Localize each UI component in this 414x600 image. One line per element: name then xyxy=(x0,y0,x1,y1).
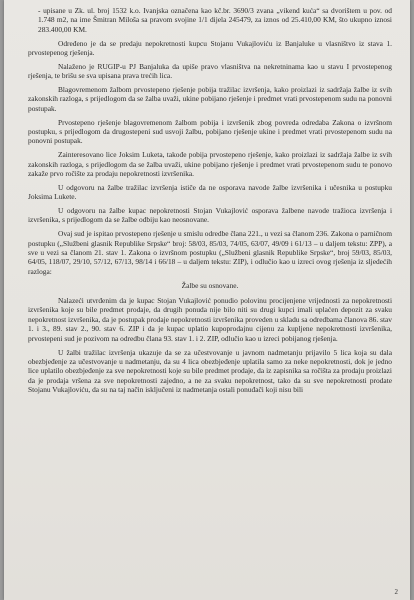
paragraph: Nalaženo je RUGIP-u PJ Banjaluka da upiše pravo vlasništva na nekretninama kao u stavu I prvostepenog rješenja, te brišu se sva upisana prava trećih lica. xyxy=(28,61,392,81)
paragraph: Ovaj sud je ispitao prvostepeno rješenje u smislu odredbe člana 221., u vezi sa članom 236. Zakona o parničnom postupku („Službeni glasnik Republike Srpske“ broj: 58/03, 85/03, 74/05, 63/07, 49/09 i 61/13 – u daljem tekstu: ZPP), a sve u vezi sa članom 21. stav 1. Zakona o izvršnom postupku („Službeni glasnik Republike Srpske“, broj 59/03, 85/03, 64/05, 118/07, 29/10, 57/12, 67/13, 98/14 i 66/18 – u daljem tekstu: ZIP), i odlučio kao u izreci ovog rješenja iz sljedećih razloga: xyxy=(28,229,392,276)
paragraph: Nalazeći utvrđenim da je kupac Stojan Vukajlović ponudio polovinu procijenjene vrijednosti za nepokretnosti izvršenika koje su bile predmet prodaje, da drugih ponuda nije bilo niti su drugi kupci imali uplaćen depozit za svaku nepokretnost izvršenika, da je postupak prodaje nepokretnosti izvršenika proveden u skladu sa odredbama članova 86. stav 1. i 3., 89. stav 2., 90. stav 6. ZIP i da je kupac uplatio kupoprodajnu cijenu za kupljene nepokretnosti izvršenika, prvostepeni sud je pozivom na odredbu člana 93. stav 1. i 2. ZIP, odlučio kao u izreci pobijanog rješenja. xyxy=(28,296,392,343)
paragraph: Zainteresovano lice Joksim Luketa, takođe pobija prvostepeno rješenje, kako proizlazi iz sadržaja žalbe iz svih zakonskih razloga, s prijedlogom da se žalba uvaži, ukine pobijano rješenje i predmet vrati prvostepenom sudu te ponovo zakaže prvo ročište za prodaju nepokretnosti izvršenika. xyxy=(28,150,392,179)
paragraph: U odgovoru na žalbe tražilac izvršenja ističe da ne osporava navode žalbe izvršenika i učesnika u postupku Joksima Lukete. xyxy=(28,182,392,202)
paragraph: Blagovremenom žalbom prvostepeno rješenje pobija tražilac izvršenja, kako proizlazi iz sadržaja žalbe iz svih zakonskih razloga, s prijedlogom da se žalba uvaži, ukine pobijano rješenje i predmet vrati prvostepenom sudu na ponovni postupak. xyxy=(28,85,392,113)
paragraph: - upisane u Zk. ul. broj 1532 k.o. Ivanjska označena kao kč.br. 3690/3 zvana „vikend kuća“ sa dvorištem u pov. od 1.748 m2, na ime Šmitran Miloša sa pravom svojine 1/1 dijela 245479, za iznos od 25.410,00 KM, što ukupno iznosi 283.400,00 KM. xyxy=(38,6,392,34)
paragraph: Prvostepeno rješenje blagovremenom žalbom pobija i izvršenik zbog povreda odredaba Zakona o izvršnom postupku, s prijedlogom da drugostepeni sud usvoji žalbu, pobijano rješenje ukine i predmet vrati prvostepenom sudu na ponovni postupak. xyxy=(28,117,392,146)
document-page xyxy=(4,0,410,600)
paragraph: U odgovoru na žalbe kupac nepokretnosti Stojan Vukajlović osporava žalbene navode tražioca izvršenja i izvršenika, s prijedlogom da se žalbe odbiju kao neosnovane. xyxy=(28,206,392,225)
page-number: 2 xyxy=(394,588,398,596)
section-heading: Žalbe su osnovane. xyxy=(181,280,239,290)
paragraph: U žalbi tražilac izvršenja ukazuje da se za učestvovanje u javnom nadmetanju prijavilo 5 lica koja su dala obezbjeđenje za učestvovanje u nadmetanju, da su 4 lica obezbjeđenje uplatila samo za neke nepokretnosti, dok je jedno lice uplatilo obezbjeđenje za sve nepokretnosti koje su bile predmet prodaje, da iz zapisnika sa ročišta za prodaju proizlazi da je prodaja vršena za sve nepokretnosti zajedno, a ne za svaku nepokretnost, tako da su sve nepokretnosti prodate Stojanu Vukajloviću, da su na taj način isključeni iz nadmetanja ostali ponuđači koji nisu bili xyxy=(28,347,392,395)
document-body xyxy=(28,6,392,399)
paragraph: Određeno je da se predaju nepokretnosti kupcu Stojanu Vukajloviću iz Banjaluke u vlasništvo iz stava 1. prvostepenog rješenja. xyxy=(28,38,392,58)
